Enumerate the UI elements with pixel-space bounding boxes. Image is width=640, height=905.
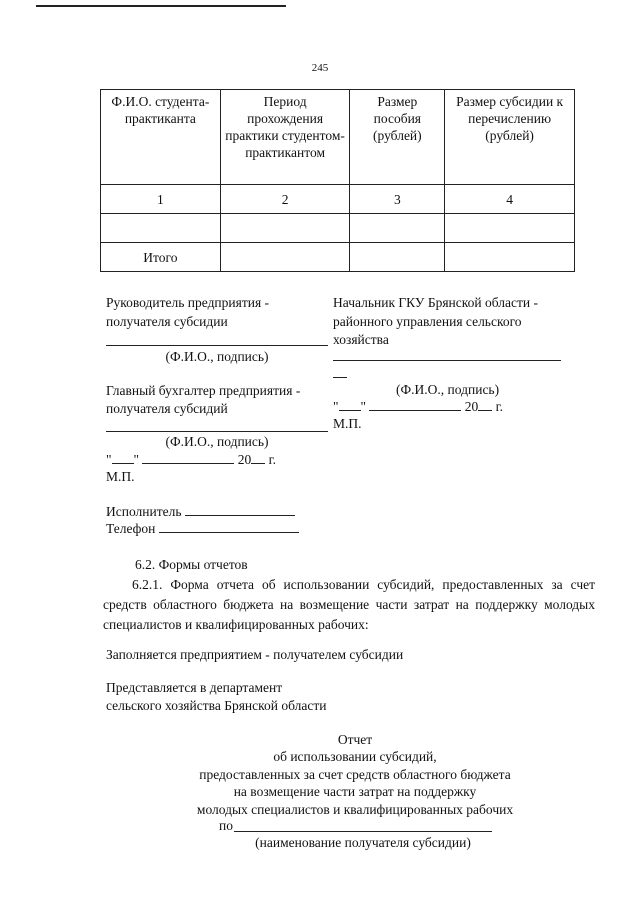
table-header-row <box>101 90 575 185</box>
year-prefix: 20 <box>237 452 252 467</box>
report-line2: предоставленных за счет средств областного бюджета <box>199 767 511 782</box>
report-line1: об использовании субсидий, <box>273 749 437 764</box>
recipient-line <box>234 831 492 832</box>
year-suffix: г. <box>495 399 504 414</box>
phone-line <box>106 520 299 537</box>
table-cell <box>101 214 221 243</box>
table-cell <box>220 214 350 243</box>
table-cell <box>445 214 575 243</box>
top-rule <box>36 5 286 7</box>
day-blank <box>112 451 134 464</box>
executor-line <box>106 503 295 520</box>
year-prefix: 20 <box>464 399 479 414</box>
chief-signature-line-end <box>333 377 347 378</box>
header-cell: Размер пособия (рублей) <box>350 90 445 185</box>
table-cell <box>220 243 350 272</box>
chief-signature-line <box>333 360 561 361</box>
fio-caption: (Ф.И.О., подпись) <box>396 382 500 397</box>
quote-open: " <box>106 452 112 467</box>
chief-title-line2: районного управления сельского <box>333 314 522 329</box>
accountant-title-line2: получателя субсидий <box>106 401 228 416</box>
month-blank <box>142 451 234 464</box>
section-heading: 6.2. Формы отчетов <box>135 557 248 572</box>
phone-label: Телефон <box>106 521 156 536</box>
fio-caption: (Ф.И.О., подпись) <box>165 434 269 449</box>
section-paragraph: 6.2.1. Форма отчета об использовании субсидий, предоставленных за счет средств областного бюджета на возмещение части затрат на поддержку молодых специалистов и квалифицированных рабочих: <box>103 577 595 632</box>
total-row <box>101 243 575 272</box>
quote-close: " <box>133 452 140 467</box>
stamp-label: М.П. <box>106 469 135 484</box>
header-cell: Ф.И.О. студента-практиканта <box>101 90 221 185</box>
executor-label: Исполнитель <box>106 504 182 519</box>
column-number: 1 <box>101 185 221 214</box>
executor-blank <box>185 503 295 516</box>
report-line4: молодых специалистов и квалифицированных рабочих <box>196 802 514 817</box>
quote-open: " <box>333 399 339 414</box>
chief-title-line3: хозяйства <box>333 332 389 347</box>
recipient-caption: (наименование получателя субсидии) <box>255 835 471 850</box>
column-number: 4 <box>445 185 575 214</box>
head-signature-line <box>106 345 328 346</box>
date-line-right <box>333 398 503 415</box>
accountant-signature-line <box>106 431 328 432</box>
total-label: Итого <box>101 243 221 272</box>
submitted-line2: сельского хозяйства Брянской области <box>106 698 327 713</box>
accountant-title-line1: Главный бухгалтер предприятия - <box>106 383 301 398</box>
year-suffix: г. <box>268 452 277 467</box>
day-blank <box>339 398 361 411</box>
phone-blank <box>159 520 299 533</box>
report-title: Отчет <box>337 732 373 747</box>
table-row <box>101 214 575 243</box>
column-number: 2 <box>220 185 350 214</box>
table-cell <box>350 243 445 272</box>
year-blank <box>251 451 265 464</box>
report-line3: на возмещение части затрат на поддержку <box>233 784 477 799</box>
head-title-line1: Руководитель предприятия - <box>106 295 270 310</box>
subsidy-table <box>100 89 575 272</box>
year-blank <box>478 398 492 411</box>
submitted-line1: Представляется в департамент <box>106 680 283 695</box>
page-number: 245 <box>311 62 329 74</box>
chief-title-line1: Начальник ГКУ Брянской области - <box>333 295 538 310</box>
month-blank <box>369 398 461 411</box>
head-title-line2: получателя субсидии <box>106 314 228 329</box>
date-line-left <box>106 451 276 468</box>
table-cell <box>445 243 575 272</box>
column-number: 3 <box>350 185 445 214</box>
fio-caption: (Ф.И.О., подпись) <box>165 349 269 364</box>
column-number-row <box>101 185 575 214</box>
filled-by-text: Заполняется предприятием - получателем субсидии <box>106 647 404 662</box>
quote-close: " <box>360 399 367 414</box>
header-cell: Период прохождения практики студентом-практикантом <box>220 90 350 185</box>
stamp-label: М.П. <box>333 416 362 431</box>
table-cell <box>350 214 445 243</box>
header-cell: Размер субсидии к перечислению (рублей) <box>445 90 575 185</box>
by-label: по <box>219 818 233 833</box>
